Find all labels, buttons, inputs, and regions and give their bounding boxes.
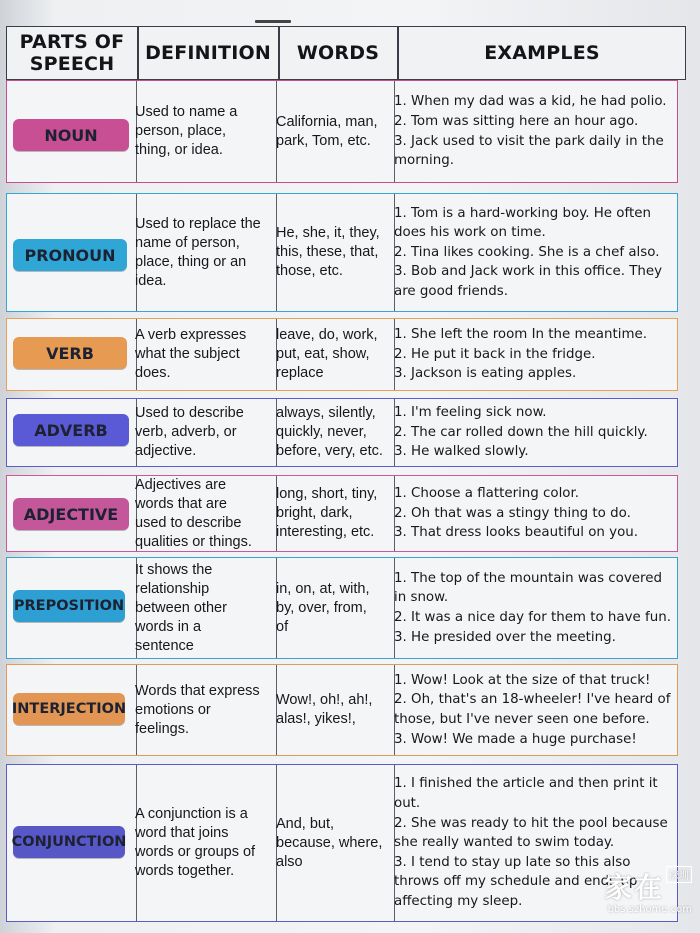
words-cell-text: long, short, tiny, bright, dark, interesting, etc. bbox=[276, 486, 378, 540]
header-words: WORDS bbox=[296, 42, 380, 64]
definition-cell bbox=[135, 194, 267, 311]
words-cell-text: California, man, park, Tom, etc. bbox=[276, 113, 378, 149]
table-row bbox=[6, 557, 678, 659]
table-row bbox=[6, 80, 678, 183]
examples-cell bbox=[394, 558, 676, 658]
definition-cell-text: A verb expresses what the subject does. bbox=[135, 327, 247, 381]
examples-cell bbox=[394, 399, 676, 466]
words-cell-text: And, but, because, where, also bbox=[276, 815, 383, 870]
table-row bbox=[6, 764, 678, 922]
words-cell-text: leave, do, work, put, eat, show, replace bbox=[276, 327, 378, 381]
definition-cell-text: Adjectives are words that are used to describe qualities or things. bbox=[135, 476, 252, 550]
examples-cell-text: 1. I'm feeling sick now. 2. The car rolled down the hill quickly. 3. He walked slowly. bbox=[394, 405, 648, 460]
definition-cell bbox=[135, 399, 267, 466]
watermark-main: 家在 bbox=[603, 871, 664, 904]
examples-cell bbox=[394, 319, 676, 390]
definition-cell bbox=[135, 476, 267, 551]
words-cell bbox=[276, 399, 386, 466]
words-cell bbox=[276, 558, 386, 658]
part-of-speech-label: NOUN bbox=[13, 119, 129, 151]
table-row bbox=[6, 193, 678, 312]
part-of-speech-label: ADVERB bbox=[13, 414, 129, 446]
header-definition: DEFINITION bbox=[145, 42, 271, 64]
part-of-speech-label: ADJECTIVE bbox=[13, 498, 129, 530]
words-cell bbox=[276, 194, 386, 311]
definition-cell-text: It shows the relationship between other words in a sentence bbox=[135, 561, 227, 654]
examples-cell-text: 1. I finished the article and then print it out. 2. She was ready to hit the pool because she really wanted to swim today. 3. I tend to stay up late so this also throws off my schedule and ends up affecting my sleep. bbox=[394, 776, 668, 909]
examples-cell bbox=[394, 81, 676, 182]
examples-cell bbox=[394, 665, 676, 755]
watermark-tag: 深圳 bbox=[666, 866, 692, 883]
examples-cell-text: 1. Tom is a hard-working boy. He often does his work on time. 2. Tina likes cooking. She is a chef also. 3. Bob and Jack work in this office. They are good friends. bbox=[394, 205, 663, 299]
definition-cell bbox=[135, 558, 267, 658]
words-cell bbox=[276, 665, 386, 755]
part-of-speech-label: PRONOUN bbox=[13, 239, 127, 271]
table-row bbox=[6, 398, 678, 467]
top-edge-mark bbox=[255, 20, 291, 23]
definition-cell-text: Used to describe verb, adverb, or adjective. bbox=[135, 405, 244, 459]
table-header bbox=[6, 26, 686, 80]
definition-cell-text: Words that express emotions or feelings. bbox=[135, 682, 260, 737]
definition-cell bbox=[135, 765, 267, 921]
part-of-speech-label: INTERJECTION bbox=[13, 693, 125, 725]
words-cell bbox=[276, 81, 386, 182]
definition-cell bbox=[135, 319, 267, 390]
words-cell-text: in, on, at, with, by, over, from, of bbox=[276, 580, 370, 635]
definition-cell-text: Used to replace the name of person, place, thing or an idea. bbox=[135, 215, 261, 289]
watermark-url: bbs.szhome.com bbox=[607, 904, 692, 915]
part-of-speech-label: PREPOSITION bbox=[13, 590, 125, 622]
header-parts-of-speech-label: PARTS OF SPEECH bbox=[19, 31, 125, 75]
definition-cell bbox=[135, 81, 267, 182]
table-row bbox=[6, 318, 678, 391]
examples-cell-text: 1. She left the room In the meantime. 2. He put it back in the fridge. 3. Jackson is eating apples. bbox=[394, 327, 647, 382]
examples-cell-text: 1. Choose a flattering color. 2. Oh that was a stingy thing to do. 3. That dress looks beautiful on you. bbox=[394, 486, 639, 541]
words-cell-text: He, she, it, they, this, these, that, those, etc. bbox=[276, 225, 380, 279]
words-cell bbox=[276, 476, 386, 551]
examples-cell bbox=[394, 194, 676, 311]
watermark bbox=[604, 866, 692, 915]
words-cell bbox=[276, 319, 386, 390]
examples-cell-text: 1. When my dad was a kid, he had polio. 2. Tom was sitting here an hour ago. 3. Jack used to visit the park daily in the morning. bbox=[394, 94, 667, 169]
part-of-speech-label: CONJUNCTION bbox=[13, 826, 125, 858]
part-of-speech-label: VERB bbox=[13, 337, 127, 369]
words-cell-text: always, silently, quickly, never, before, very, etc. bbox=[276, 405, 383, 459]
table-row bbox=[6, 664, 678, 756]
examples-cell-text: 1. The top of the mountain was covered in snow. 2. It was a nice day for them to have fun. 3. He presided over the meeting. bbox=[394, 570, 671, 645]
definition-cell-text: Used to name a person, place, thing, or idea. bbox=[135, 104, 238, 158]
words-cell-text: Wow!, oh!, ah!, alas!, yikes!, bbox=[276, 692, 373, 727]
words-cell bbox=[276, 765, 386, 921]
header-examples: EXAMPLES bbox=[484, 42, 600, 64]
definition-cell bbox=[135, 665, 267, 755]
examples-cell bbox=[394, 476, 676, 551]
header-parts-of-speech bbox=[7, 27, 137, 79]
examples-cell-text: 1. Wow! Look at the size of that truck! 2. Oh, that's an 18-wheeler! I've heard of those, but I've never seen one before. 3. Wow! We made a huge purchase! bbox=[394, 672, 671, 747]
definition-cell-text: A conjunction is a word that joins words or groups of words together. bbox=[135, 806, 256, 879]
table-row bbox=[6, 475, 678, 552]
